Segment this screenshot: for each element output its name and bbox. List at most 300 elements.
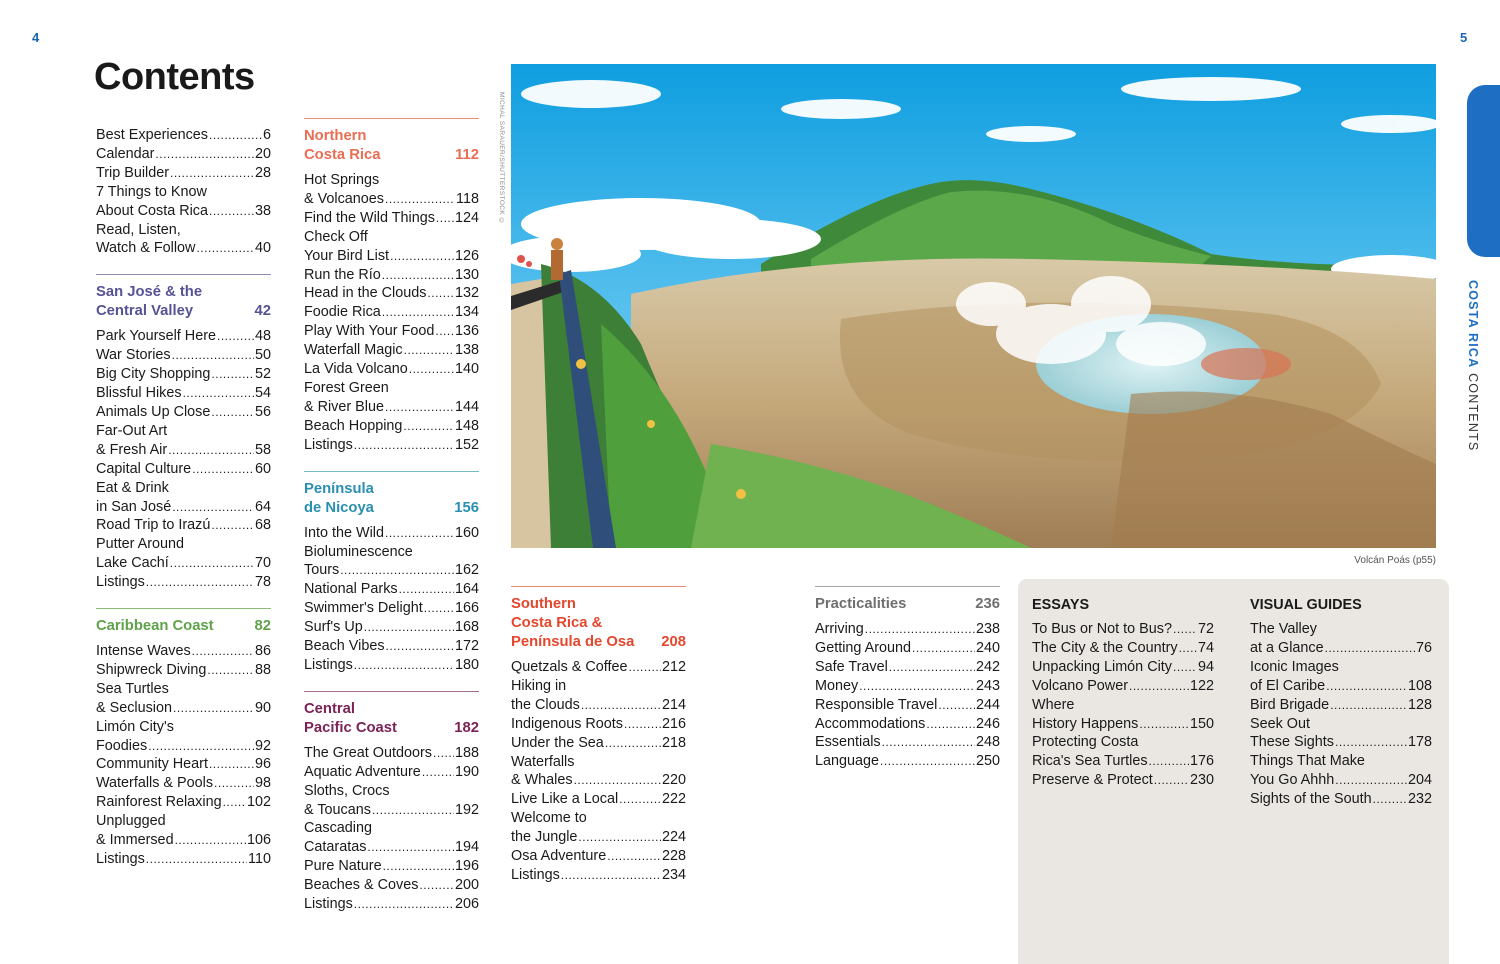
toc-entry-page: 52 bbox=[254, 366, 271, 383]
toc-entry-page: 232 bbox=[1407, 791, 1432, 808]
toc-entry[interactable] bbox=[304, 284, 479, 303]
volcano-photo bbox=[511, 64, 1436, 548]
dot-leader bbox=[404, 341, 454, 360]
toc-entry-page: 134 bbox=[454, 304, 479, 321]
toc-entry-label: Rica's Sea Turtles bbox=[1032, 753, 1148, 770]
toc-entry-page: 214 bbox=[661, 696, 686, 713]
dot-leader bbox=[433, 744, 454, 763]
toc-entry-label: & Toucans bbox=[304, 801, 371, 818]
toc-entry-line: Check Off bbox=[304, 228, 368, 245]
dot-leader bbox=[561, 866, 661, 885]
section-san-jose[interactable] bbox=[96, 274, 271, 592]
toc-entry-line: Iconic Images bbox=[1250, 658, 1339, 675]
toc-entry-page: 148 bbox=[454, 417, 479, 434]
toc-entry[interactable] bbox=[1250, 677, 1432, 696]
essays-heading: ESSAYS bbox=[1032, 597, 1090, 613]
toc-entry[interactable] bbox=[304, 744, 479, 763]
toc-entry[interactable] bbox=[304, 360, 479, 379]
toc-entry-page: 243 bbox=[975, 677, 1000, 694]
toc-entry-label: Foodies bbox=[96, 737, 148, 754]
toc-entry[interactable] bbox=[304, 398, 479, 417]
toc-entry[interactable] bbox=[1032, 620, 1214, 639]
dot-leader bbox=[209, 126, 262, 145]
section-page: 156 bbox=[454, 499, 479, 516]
toc-column-4 bbox=[815, 586, 1000, 771]
toc-entry[interactable] bbox=[304, 322, 479, 341]
toc-entry-page: 64 bbox=[254, 498, 271, 515]
section-header bbox=[96, 617, 271, 636]
dot-leader bbox=[209, 755, 254, 774]
toc-entry-line: Protecting Costa bbox=[1032, 734, 1139, 751]
toc-entry-label: of El Caribe bbox=[1250, 677, 1326, 694]
toc-entry-line: Eat & Drink bbox=[96, 479, 169, 496]
section-practicalities[interactable] bbox=[815, 586, 1000, 771]
section-title: Caribbean Coast bbox=[96, 618, 214, 635]
toc-entry-page: 54 bbox=[254, 385, 271, 402]
dot-leader bbox=[170, 164, 254, 183]
toc-entry-line: Things That Make bbox=[1250, 753, 1365, 770]
toc-entry-page: 162 bbox=[454, 562, 479, 579]
toc-entry-page: 38 bbox=[254, 202, 271, 219]
toc-entry-page: 246 bbox=[975, 715, 1000, 732]
toc-entry-label: & Whales bbox=[511, 772, 573, 789]
practicalities-list bbox=[815, 620, 1000, 771]
toc-entry[interactable] bbox=[511, 715, 686, 734]
toc-entry-label: Listings bbox=[96, 851, 145, 867]
toc-entry-page: 58 bbox=[254, 441, 271, 458]
toc-entry-page: 138 bbox=[454, 342, 479, 359]
toc-entry[interactable] bbox=[96, 831, 271, 850]
dot-leader bbox=[214, 774, 254, 793]
toc-entry-page: 212 bbox=[661, 659, 686, 675]
toc-entry-line: Welcome to bbox=[511, 810, 587, 827]
essays-column bbox=[1032, 596, 1214, 790]
toc-entry-page: 218 bbox=[661, 734, 686, 751]
toc-entry-page: 196 bbox=[454, 858, 479, 875]
toc-entry[interactable] bbox=[96, 460, 271, 479]
toc-entry[interactable] bbox=[96, 516, 271, 535]
toc-entry[interactable] bbox=[96, 145, 271, 164]
toc-entry-label: in San José bbox=[96, 498, 172, 515]
toc-entry[interactable] bbox=[96, 573, 271, 592]
page-number-right: 5 bbox=[1460, 30, 1468, 45]
toc-entry[interactable] bbox=[511, 866, 686, 885]
dot-leader bbox=[382, 266, 454, 285]
toc-entry[interactable] bbox=[511, 658, 686, 677]
visual-guides-list bbox=[1250, 620, 1432, 809]
toc-entry-label: Tours bbox=[304, 562, 340, 579]
toc-entry[interactable] bbox=[304, 341, 479, 360]
toc-entry-label: Head in the Clouds bbox=[304, 285, 427, 302]
toc-entry-page: 152 bbox=[454, 436, 479, 453]
toc-entry-page: 200 bbox=[454, 877, 479, 894]
toc-entry-page: 248 bbox=[975, 734, 1000, 751]
dot-leader bbox=[624, 715, 661, 734]
toc-entry[interactable] bbox=[1250, 696, 1432, 715]
toc-entry-label: Waterfall Magic bbox=[304, 342, 403, 359]
dot-leader bbox=[217, 327, 254, 346]
dot-leader bbox=[1373, 790, 1407, 809]
toc-entry[interactable] bbox=[815, 620, 1000, 639]
toc-entry[interactable] bbox=[511, 696, 686, 715]
toc-entry-page: 220 bbox=[661, 772, 686, 789]
dot-leader bbox=[207, 661, 254, 680]
toc-entry-page: 102 bbox=[246, 794, 271, 811]
section-title: Southern Costa Rica & Península de Osa bbox=[511, 596, 635, 650]
dot-leader bbox=[926, 715, 975, 734]
section-southern[interactable] bbox=[511, 586, 686, 885]
toc-entry[interactable] bbox=[304, 618, 479, 637]
toc-entry[interactable] bbox=[96, 126, 271, 145]
toc-entry-label: Trip Builder bbox=[96, 164, 170, 181]
section-page: 182 bbox=[454, 719, 479, 736]
toc-entry-page: 140 bbox=[454, 361, 479, 378]
toc-entry-label: at a Glance bbox=[1250, 639, 1324, 656]
toc-entry[interactable] bbox=[96, 239, 271, 258]
toc-entry-page: 234 bbox=[661, 866, 686, 883]
dot-leader bbox=[424, 599, 454, 618]
toc-entry-page: 50 bbox=[254, 347, 271, 364]
toc-entry-label: the Clouds bbox=[511, 696, 580, 713]
toc-entry[interactable] bbox=[1250, 771, 1432, 790]
dot-leader bbox=[183, 384, 254, 403]
dot-leader bbox=[1173, 620, 1197, 639]
toc-entry-page: 68 bbox=[254, 517, 271, 534]
toc-entry-page: 60 bbox=[254, 460, 271, 477]
toc-entry-page: 188 bbox=[454, 744, 479, 761]
dot-leader bbox=[340, 561, 454, 580]
toc-entry-label: The Great Outdoors bbox=[304, 744, 432, 761]
san-jose-list bbox=[96, 327, 271, 592]
dot-leader bbox=[409, 360, 454, 379]
toc-entry[interactable] bbox=[96, 554, 271, 573]
toc-entry-label: Accommodations bbox=[815, 715, 926, 732]
southern-list bbox=[511, 658, 686, 885]
toc-entry-label: You Go Ahhh bbox=[1250, 772, 1335, 789]
toc-entry[interactable] bbox=[304, 303, 479, 322]
toc-entry-page: 238 bbox=[975, 621, 1000, 637]
toc-entry-label: & Volcanoes bbox=[304, 190, 385, 207]
toc-entry[interactable] bbox=[304, 801, 479, 820]
toc-entry-page: 190 bbox=[454, 763, 479, 780]
toc-entry[interactable] bbox=[304, 436, 479, 455]
toc-entry[interactable] bbox=[304, 838, 479, 857]
section-pacific[interactable] bbox=[304, 691, 479, 914]
toc-entry-label: Beaches & Coves bbox=[304, 877, 419, 894]
toc-entry-label: Waterfalls & Pools bbox=[96, 775, 214, 792]
toc-entry-page: 96 bbox=[254, 756, 271, 773]
toc-entry-page: 160 bbox=[454, 524, 479, 541]
toc-entry[interactable] bbox=[511, 790, 686, 809]
toc-entry-page: 224 bbox=[661, 829, 686, 846]
toc-entry-page: 250 bbox=[975, 753, 1000, 770]
toc-entry-page: 242 bbox=[975, 658, 1000, 675]
toc-entry-line: Far-Out Art bbox=[96, 422, 168, 439]
toc-entry[interactable] bbox=[96, 164, 271, 183]
toc-entry-page: 126 bbox=[454, 247, 479, 264]
toc-entry-label: Preserve & Protect bbox=[1032, 772, 1153, 789]
toc-entry-label: Arriving bbox=[815, 621, 864, 637]
dot-leader bbox=[173, 699, 254, 718]
toc-entry-label: Beach Hopping bbox=[304, 417, 403, 434]
dot-leader bbox=[403, 417, 454, 436]
toc-entry-label: Quetzals & Coffee bbox=[511, 659, 628, 675]
toc-entry-page: 192 bbox=[454, 801, 479, 818]
toc-entry[interactable] bbox=[96, 441, 271, 460]
toc-entry-line: Unplugged bbox=[96, 813, 166, 830]
visual-guides-column bbox=[1250, 596, 1432, 809]
toc-entry-label: About Costa Rica bbox=[96, 202, 208, 219]
toc-entry-line: Cascading bbox=[304, 820, 372, 837]
toc-entry-label: Surf's Up bbox=[304, 619, 363, 636]
toc-entry[interactable] bbox=[304, 524, 479, 543]
toc-entry-line: Forest Green bbox=[304, 379, 389, 396]
volcano-illustration bbox=[511, 64, 1436, 548]
running-header-section: CONTENTS bbox=[1466, 373, 1480, 452]
toc-entry[interactable] bbox=[304, 895, 479, 914]
toc-entry[interactable] bbox=[815, 715, 1000, 734]
dot-leader bbox=[1173, 658, 1197, 677]
section-page: 82 bbox=[254, 618, 271, 635]
toc-entry[interactable] bbox=[304, 876, 479, 895]
toc-entry-label: Calendar bbox=[96, 145, 155, 162]
toc-entry-label: Responsible Travel bbox=[815, 696, 938, 713]
toc-entry-label: Foodie Rica bbox=[304, 304, 381, 321]
dot-leader bbox=[148, 737, 254, 756]
toc-entry[interactable] bbox=[1032, 771, 1214, 790]
dot-leader bbox=[385, 398, 454, 417]
toc-entry[interactable] bbox=[815, 733, 1000, 752]
toc-entry-label: Listings bbox=[96, 574, 145, 591]
dot-leader bbox=[383, 857, 454, 876]
toc-entry[interactable] bbox=[511, 847, 686, 866]
toc-entry-page: 130 bbox=[454, 266, 479, 283]
toc-entry[interactable] bbox=[815, 677, 1000, 696]
toc-entry-page: 20 bbox=[254, 145, 271, 162]
toc-entry[interactable] bbox=[1032, 639, 1214, 658]
dot-leader bbox=[146, 573, 254, 592]
toc-entry-label: Lake Cachí bbox=[96, 555, 169, 572]
toc-entry[interactable] bbox=[96, 755, 271, 774]
dot-leader bbox=[354, 436, 454, 455]
toc-entry-label: & Fresh Air bbox=[96, 441, 168, 458]
toc-entry-page: 6 bbox=[262, 127, 271, 143]
dot-leader bbox=[364, 618, 454, 637]
toc-entry-label: Osa Adventure bbox=[511, 848, 607, 865]
section-page: 236 bbox=[975, 596, 1000, 612]
toc-entry-page: 164 bbox=[454, 581, 479, 598]
toc-entry-label: Indigenous Roots bbox=[511, 715, 624, 732]
toc-entry-line: Sloths, Crocs bbox=[304, 782, 390, 799]
toc-entry[interactable] bbox=[1032, 752, 1214, 771]
section-header bbox=[96, 283, 271, 321]
toc-entry-page: 40 bbox=[254, 240, 271, 257]
toc-entry-page: 92 bbox=[254, 737, 271, 754]
toc-entry-label: Community Heart bbox=[96, 756, 208, 773]
dot-leader bbox=[619, 790, 661, 809]
visual-guides-heading: VISUAL GUIDES bbox=[1250, 597, 1362, 613]
toc-entry[interactable] bbox=[304, 857, 479, 876]
toc-entry[interactable] bbox=[1250, 790, 1432, 809]
toc-entry-page: 128 bbox=[1407, 696, 1432, 713]
toc-entry-page: 118 bbox=[456, 190, 479, 207]
toc-entry[interactable] bbox=[96, 384, 271, 403]
toc-column-2 bbox=[304, 118, 479, 914]
toc-entry-page: 48 bbox=[254, 328, 271, 345]
toc-entry-label: Shipwreck Diving bbox=[96, 661, 207, 678]
caribbean-list bbox=[96, 642, 271, 869]
toc-entry-line: Waterfalls bbox=[511, 753, 575, 770]
toc-entry[interactable] bbox=[511, 771, 686, 790]
toc-entry[interactable] bbox=[96, 793, 271, 812]
section-title: Península de Nicoya bbox=[304, 480, 374, 516]
toc-entry-page: 122 bbox=[1189, 677, 1214, 694]
toc-entry-label: Sights of the South bbox=[1250, 791, 1372, 808]
toc-entry[interactable] bbox=[96, 642, 271, 661]
toc-entry-page: 124 bbox=[454, 209, 479, 226]
dot-leader bbox=[605, 734, 661, 753]
toc-entry-page: 70 bbox=[254, 555, 271, 572]
dot-leader bbox=[422, 763, 454, 782]
toc-column-1 bbox=[96, 126, 271, 869]
dot-leader bbox=[209, 202, 254, 221]
toc-entry[interactable] bbox=[96, 661, 271, 680]
dot-leader bbox=[1154, 771, 1189, 790]
dot-leader bbox=[865, 620, 975, 639]
dot-leader bbox=[390, 247, 454, 266]
toc-entry[interactable] bbox=[96, 365, 271, 384]
toc-entry-page: 216 bbox=[661, 715, 686, 732]
toc-entry-label: These Sights bbox=[1250, 734, 1334, 751]
toc-entry[interactable] bbox=[1032, 715, 1214, 734]
toc-entry[interactable] bbox=[304, 247, 479, 266]
toc-entry-page: 76 bbox=[1415, 639, 1432, 656]
dot-leader bbox=[1326, 677, 1407, 696]
toc-entry-label: Into the Wild bbox=[304, 524, 384, 541]
toc-entry[interactable] bbox=[96, 403, 271, 422]
toc-entry-label: Beach Vibes bbox=[304, 638, 385, 655]
dot-leader bbox=[1149, 752, 1189, 771]
dot-leader bbox=[385, 190, 455, 209]
dot-leader bbox=[399, 580, 454, 599]
toc-entry-page: 78 bbox=[254, 574, 271, 591]
toc-entry[interactable] bbox=[304, 656, 479, 675]
toc-entry[interactable] bbox=[96, 850, 271, 869]
toc-entry[interactable] bbox=[96, 498, 271, 517]
toc-entry[interactable] bbox=[304, 266, 479, 285]
dot-leader bbox=[427, 284, 454, 303]
toc-entry-page: 172 bbox=[454, 638, 479, 655]
chapter-tab bbox=[1467, 85, 1500, 257]
toc-entry[interactable] bbox=[96, 327, 271, 346]
toc-entry[interactable] bbox=[96, 202, 271, 221]
toc-entry[interactable] bbox=[304, 763, 479, 782]
toc-entry-label: Under the Sea bbox=[511, 734, 604, 751]
toc-entry-line: Where bbox=[1032, 696, 1075, 713]
dot-leader bbox=[938, 696, 975, 715]
toc-entry-page: 144 bbox=[454, 398, 479, 415]
toc-entry[interactable] bbox=[511, 734, 686, 753]
dot-leader bbox=[354, 656, 454, 675]
toc-entry-page: 136 bbox=[454, 323, 479, 340]
toc-entry-label: National Parks bbox=[304, 581, 398, 598]
toc-entry-label: The City & the Country bbox=[1032, 639, 1178, 656]
section-title: San José & the Central Valley bbox=[96, 284, 203, 320]
section-northern[interactable] bbox=[304, 118, 479, 455]
toc-entry[interactable] bbox=[96, 699, 271, 718]
toc-entry[interactable] bbox=[1032, 677, 1214, 696]
toc-entry[interactable] bbox=[304, 637, 479, 656]
toc-entry-label: Language bbox=[815, 753, 880, 770]
dot-leader bbox=[386, 637, 454, 656]
toc-entry[interactable] bbox=[304, 190, 479, 209]
dot-leader bbox=[436, 209, 454, 228]
toc-entry-label: Blissful Hikes bbox=[96, 385, 182, 402]
features-panel bbox=[1018, 579, 1449, 964]
toc-entry-label: Volcano Power bbox=[1032, 677, 1128, 694]
essays-list bbox=[1032, 620, 1214, 790]
dot-leader bbox=[354, 895, 454, 914]
toc-entry[interactable] bbox=[96, 774, 271, 793]
section-caribbean[interactable] bbox=[96, 608, 271, 869]
dot-leader bbox=[880, 752, 975, 771]
dot-leader bbox=[1330, 696, 1407, 715]
toc-entry-label: Road Trip to Irazú bbox=[96, 517, 211, 534]
toc-entry[interactable] bbox=[815, 658, 1000, 677]
toc-entry-page: 194 bbox=[454, 839, 479, 856]
section-header bbox=[815, 595, 1000, 614]
section-header bbox=[304, 700, 479, 738]
dot-leader bbox=[859, 677, 975, 696]
dot-leader bbox=[385, 524, 454, 543]
section-header bbox=[511, 595, 686, 652]
toc-entry[interactable] bbox=[304, 561, 479, 580]
nicoya-list bbox=[304, 524, 479, 675]
running-header-country: COSTA RICA bbox=[1466, 280, 1480, 369]
dot-leader bbox=[170, 554, 254, 573]
section-title: Practicalities bbox=[815, 596, 907, 612]
toc-entry[interactable] bbox=[1032, 658, 1214, 677]
toc-entry[interactable] bbox=[96, 737, 271, 756]
toc-entry-label: Best Experiences bbox=[96, 127, 208, 143]
toc-entry-label: Big City Shopping bbox=[96, 366, 211, 383]
section-page: 208 bbox=[661, 634, 686, 650]
toc-entry[interactable] bbox=[1250, 639, 1432, 658]
toc-entry[interactable] bbox=[304, 580, 479, 599]
toc-entry-page: 228 bbox=[661, 848, 686, 865]
toc-entry-page: 166 bbox=[454, 600, 479, 617]
dot-leader bbox=[168, 441, 254, 460]
toc-entry-page: 168 bbox=[454, 619, 479, 636]
toc-entry-label: Park Yourself Here bbox=[96, 328, 216, 345]
section-nicoya[interactable] bbox=[304, 471, 479, 675]
dot-leader bbox=[1335, 733, 1407, 752]
dot-leader bbox=[607, 847, 661, 866]
toc-entry[interactable] bbox=[1250, 733, 1432, 752]
toc-entry[interactable] bbox=[511, 828, 686, 847]
toc-entry[interactable] bbox=[304, 209, 479, 228]
toc-entry-page: 240 bbox=[975, 639, 1000, 656]
toc-entry[interactable] bbox=[304, 599, 479, 618]
toc-entry[interactable] bbox=[815, 639, 1000, 658]
toc-entry[interactable] bbox=[96, 346, 271, 365]
toc-entry[interactable] bbox=[815, 752, 1000, 771]
toc-entry-line: Bioluminescence bbox=[304, 543, 413, 560]
toc-entry[interactable] bbox=[815, 696, 1000, 715]
toc-entry-label: Listings bbox=[304, 656, 353, 673]
toc-entry-label: the Jungle bbox=[511, 829, 578, 846]
toc-entry[interactable] bbox=[304, 417, 479, 436]
